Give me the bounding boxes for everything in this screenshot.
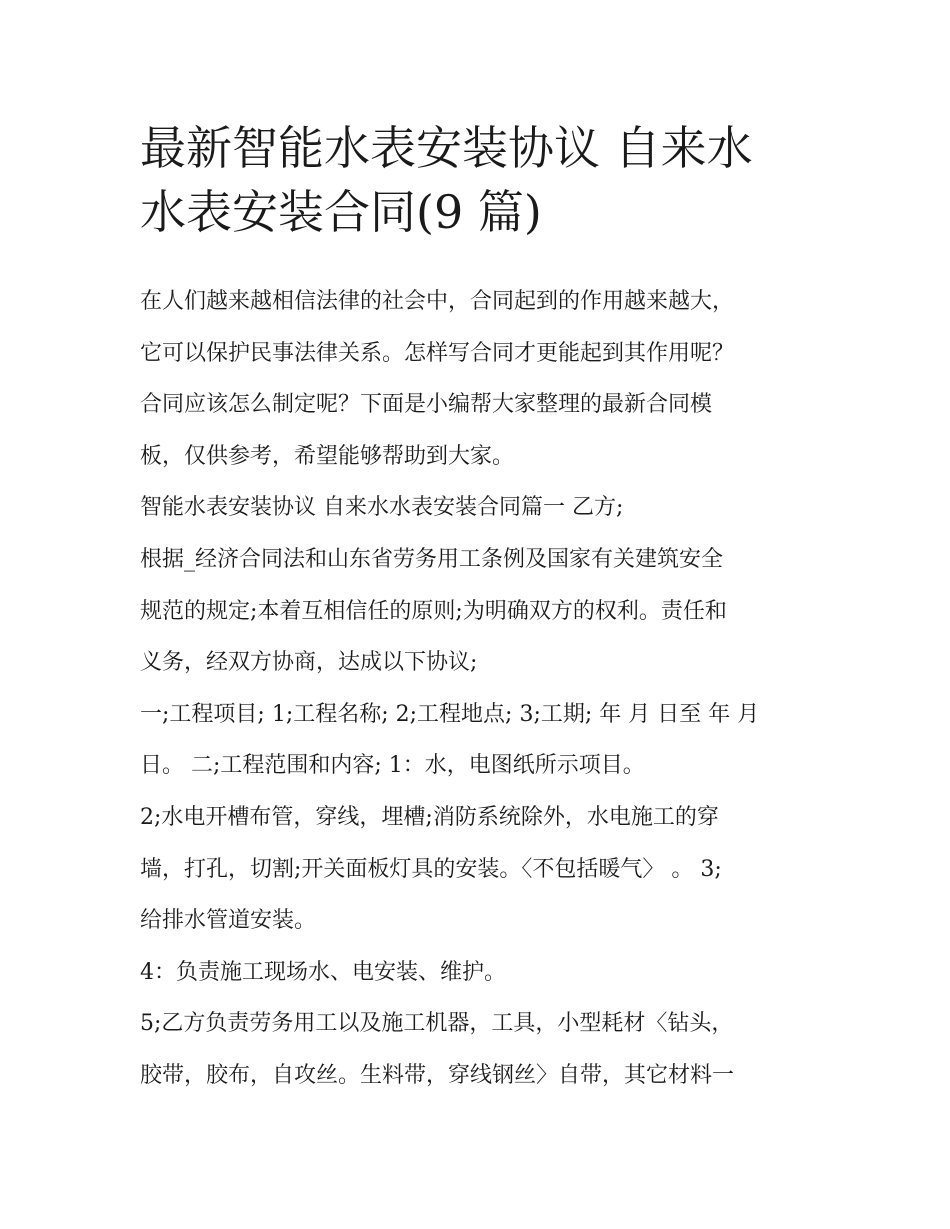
- body-line: 智能水表安装协议 自来水水表安装合同篇一 乙方;: [140, 495, 624, 521]
- body-line: 日。 二;工程范围和内容; 1：水，电图纸所示项目。: [140, 753, 645, 779]
- body-line: 一;工程项目; 1;工程名称; 2;工程地点; 3;工期; 年 月 日至 年 月: [140, 701, 760, 727]
- body-line: 给排水管道安装。: [140, 908, 317, 934]
- body-line: 它可以保护民事法律关系。怎样写合同才更能起到其作用呢？: [140, 340, 735, 366]
- body-line: 义务，经双方协商，达成以下协议;: [140, 650, 478, 676]
- document-title: [140, 116, 840, 244]
- title-line-1: 最新智能水表安装协议 自来水: [140, 121, 753, 175]
- body-line: 2;水电开槽布管，穿线，埋槽;消防系统除外，水电施工的穿: [140, 804, 719, 830]
- body-line: 合同应该怎么制定呢？下面是小编帮大家整理的最新合同模: [140, 392, 713, 418]
- body-line: 根据_经济合同法和山东省劳务用工条例及国家有关建筑安全: [140, 546, 724, 572]
- title-line-2: 水表安装合同(9 篇): [140, 185, 542, 239]
- body-line: 墙，打孔，切割;开关面板灯具的安装。〈不包括暖气〉 。 3;: [140, 856, 722, 882]
- document-body: [140, 276, 820, 1102]
- body-line: 在人们越来越相信法律的社会中，合同起到的作用越来越大，: [140, 289, 735, 314]
- body-line: 板，仅供参考，希望能够帮助到大家。: [140, 443, 515, 469]
- body-line: 胶带，胶布，自攻丝。生料带，穿线钢丝〉自带，其它材料一: [140, 1062, 735, 1088]
- body-line: 规范的规定;本着互相信任的原则;为明确双方的权利。责任和: [140, 598, 727, 624]
- body-line: 4：负责施工现场水、电安装、维护。: [140, 959, 506, 985]
- body-line: 5;乙方负责劳务用工以及施工机器，工具，小型耗材〈钻头，: [140, 1011, 734, 1037]
